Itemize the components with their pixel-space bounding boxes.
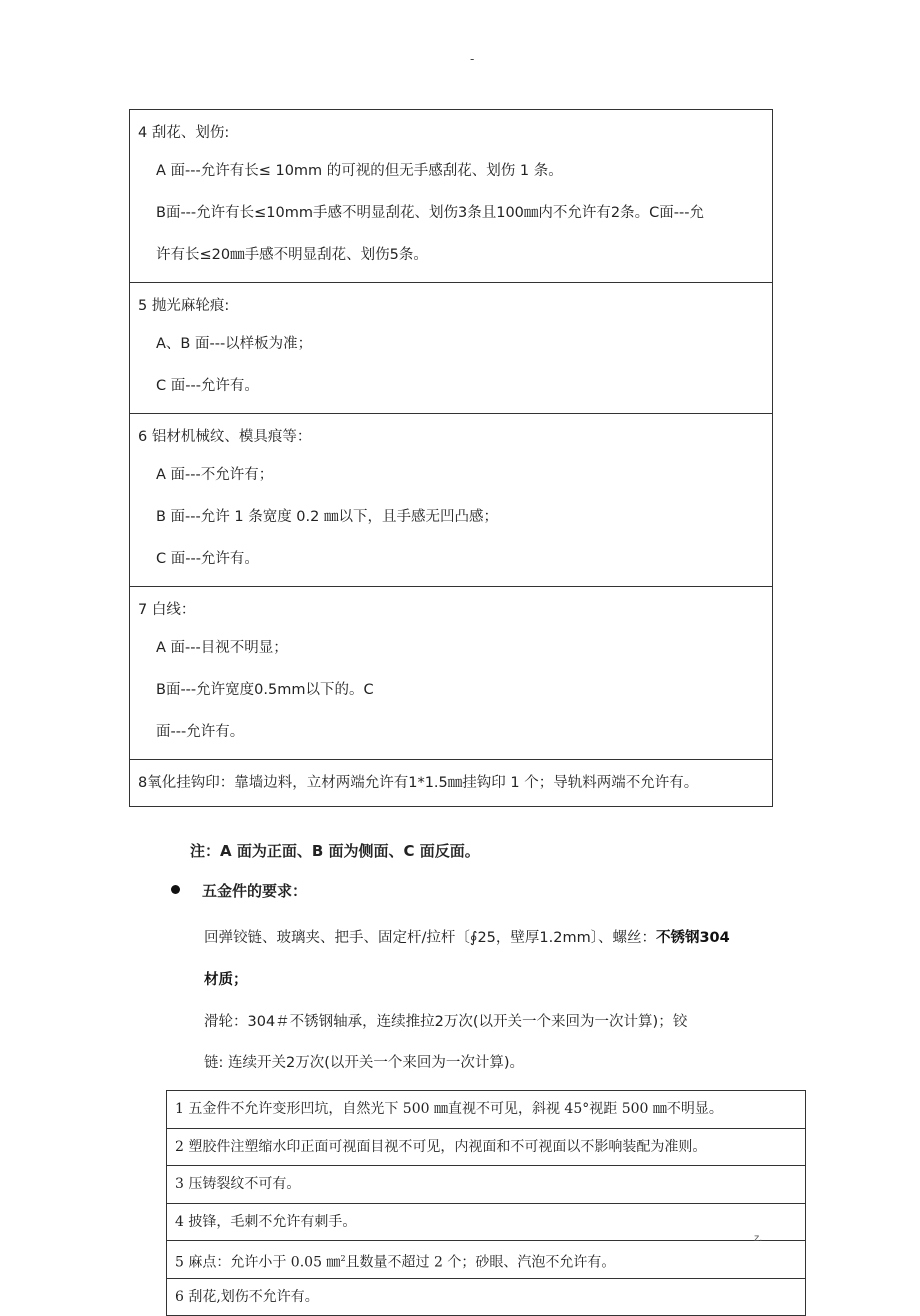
section-hook-marks: [130, 760, 772, 806]
section-heading: 6 铝材机械纹、模具痕等：: [138, 426, 764, 448]
hardware-defect-table: [166, 1090, 806, 1316]
hardware-title: 五金件的要求：: [202, 882, 307, 900]
table-row: [167, 1241, 805, 1279]
section-line: B面---允许宽度0.5mm以下的。C: [138, 669, 764, 711]
section-line: 8氧化挂钩印：靠墙边料，立材两端允许有1*1.5㎜挂钩印 1 个；导轨料两端不允许有。: [138, 772, 764, 794]
pitting-text: 5 麻点：允许小于 0.05 ㎜: [175, 1255, 340, 1271]
hardware-material-cont: 材质；: [204, 972, 248, 988]
hardware-material-text: 不锈钢304: [656, 930, 730, 946]
table-row: 6 刮花,划伤不允许有。: [167, 1279, 805, 1316]
section-line: B面---允许有长≤10mm手感不明显刮花、划伤3条且100㎜内不允许有2条。C面---允: [138, 192, 764, 234]
hardware-line-material-cont: [204, 968, 248, 989]
face-definition-note: 注：A 面为正面、B 面为侧面、C 面反面。: [190, 840, 480, 861]
section-line: A 面---目视不明显；: [138, 627, 764, 669]
section-polish-marks: [130, 283, 772, 414]
section-heading: 7 白线：: [138, 599, 764, 621]
section-machining-marks: [130, 414, 772, 587]
hardware-line-hinge: 链: 连续开关2万次(以开关一个来回为一次计算)。: [204, 1051, 524, 1072]
superscript-two: 2: [340, 1254, 345, 1263]
section-heading: 5 抛光麻轮痕:: [138, 295, 764, 317]
section-line: B 面---允许 1 条宽度 0.2 ㎜以下，且手感无凹凸感；: [138, 496, 764, 538]
anodizing-defect-table: [129, 109, 773, 807]
section-line: A 面---允许有长≤ 10mm 的可视的但无手感刮花、划伤 1 条。: [138, 150, 764, 192]
hardware-line-materials: [204, 926, 730, 947]
page-side-mark: z.: [754, 1233, 762, 1244]
table-row: 4 披锋，毛刺不允许有刺手。: [167, 1204, 805, 1242]
section-line: 面---允许有。: [138, 711, 764, 753]
section-line: C 面---允许有。: [138, 538, 764, 580]
hardware-heading: [171, 880, 307, 901]
hardware-line-pulley: 滑轮：304＃不锈钢轴承，连续推拉2万次(以开关一个来回为一次计算)；铰: [204, 1010, 687, 1031]
pitting-text-cont: 且数量不超过 2 个；砂眼、汽泡不允许有。: [346, 1255, 616, 1271]
bullet-icon: [171, 885, 180, 894]
hardware-parts-text: 回弹铰链、玻璃夹、把手、固定杆/拉杆〔∮25，壁厚1.2mm〕、螺丝：: [204, 930, 656, 946]
section-heading: 4 刮花、划伤:: [138, 122, 764, 144]
section-line: C 面---允许有。: [138, 365, 764, 407]
page-header-mark: -: [470, 52, 474, 66]
section-scratches: [130, 110, 772, 283]
table-row: 2 塑胶件注塑缩水印正面可视面目视不可见，内视面和不可视面以不影响装配为准则。: [167, 1129, 805, 1167]
section-line: 许有长≤20㎜手感不明显刮花、划伤5条。: [138, 234, 764, 276]
section-line: A、B 面---以样板为准；: [138, 323, 764, 365]
section-white-lines: [130, 587, 772, 760]
section-line: A 面---不允许有；: [138, 454, 764, 496]
table-row: 1 五金件不允许变形凹坑，自然光下 500 ㎜直视不可见，斜视 45°视距 500 ㎜不明显。: [167, 1091, 805, 1129]
table-row: 3 压铸裂纹不可有。: [167, 1166, 805, 1204]
